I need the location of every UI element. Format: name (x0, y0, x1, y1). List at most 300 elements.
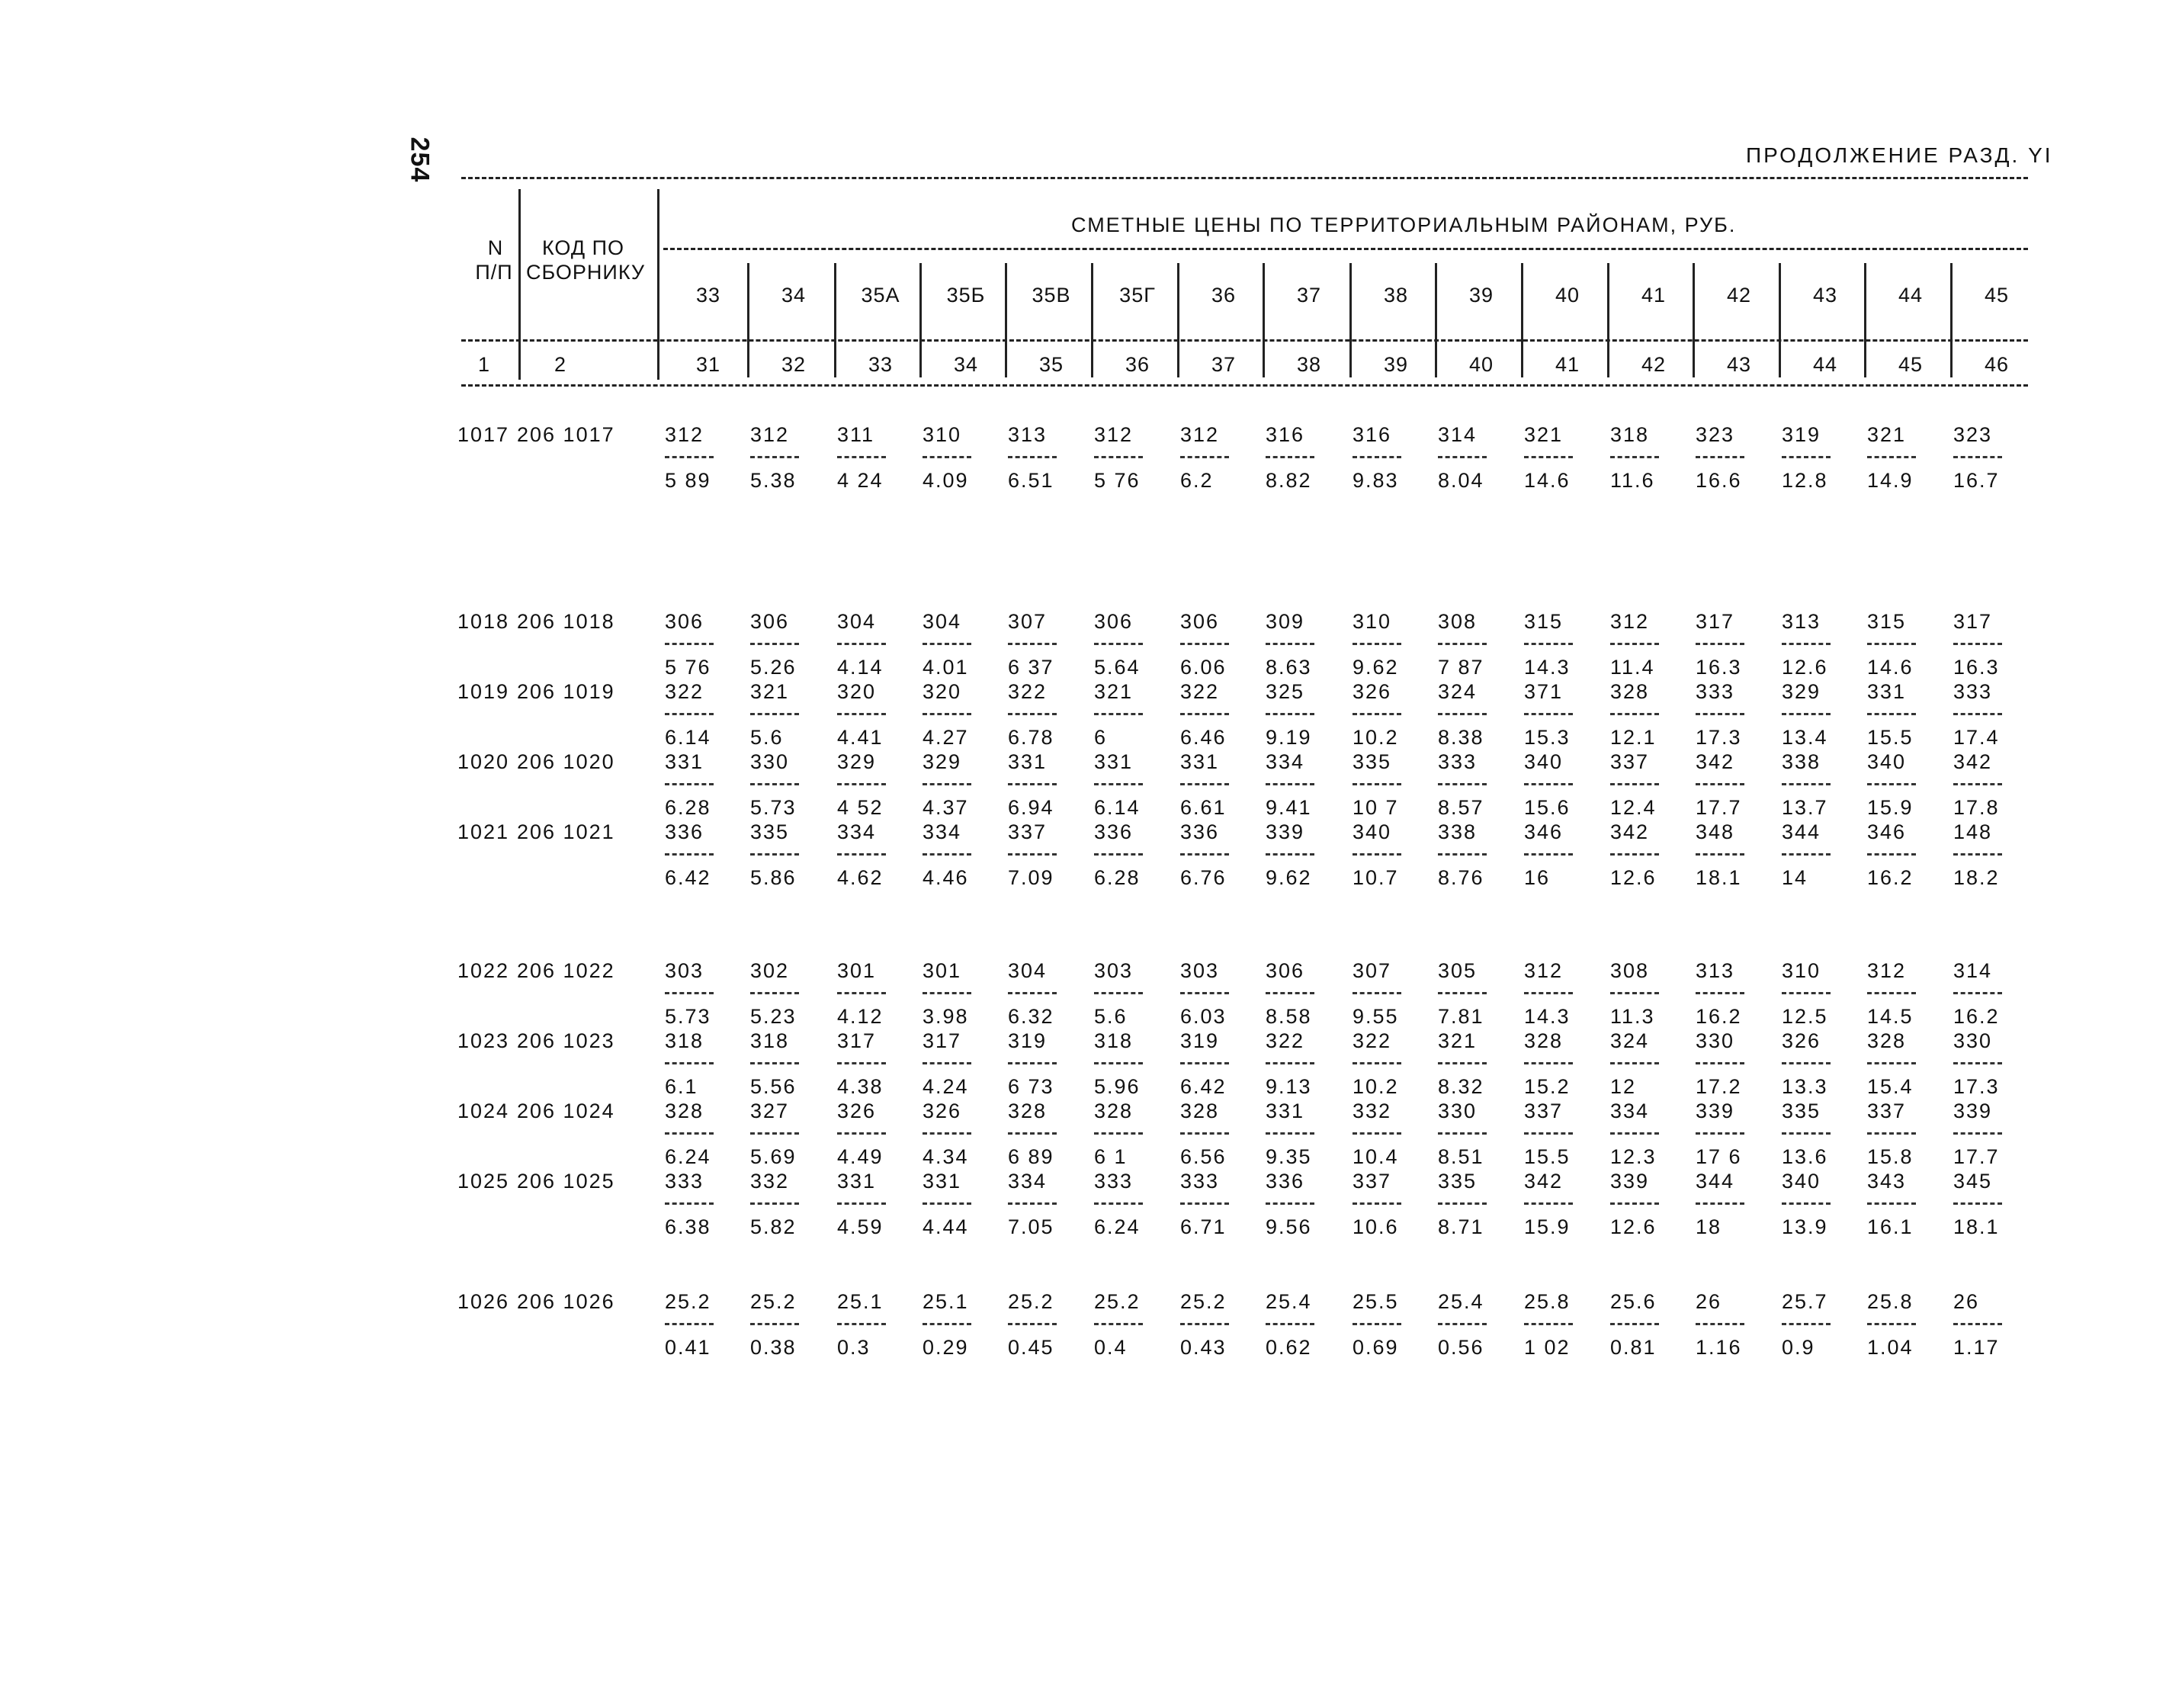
price-value: 323 (1953, 423, 1993, 446)
row-code: 206 1020 (517, 750, 615, 773)
fraction-bar (1180, 783, 1229, 785)
price-value: 331 (923, 1170, 962, 1193)
column-number: 43 (1726, 353, 1752, 376)
region-label: 35Г (1119, 284, 1156, 307)
labor-value: 3.98 (923, 1005, 969, 1028)
labor-value: 14.6 (1524, 469, 1571, 492)
fraction-bar (1782, 853, 1831, 856)
price-value: 331 (1867, 680, 1907, 703)
labor-value: 15.9 (1867, 796, 1914, 819)
fraction-bar (1782, 1323, 1831, 1325)
fraction-bar (1953, 783, 2002, 785)
fraction-bar (1094, 643, 1143, 645)
fraction-bar (1266, 1132, 1314, 1135)
fraction-bar (1782, 1202, 1831, 1205)
fraction-bar (1524, 783, 1573, 785)
labor-value: 9.41 (1266, 796, 1312, 819)
region-label: 42 (1726, 284, 1752, 307)
price-value: 333 (665, 1170, 704, 1193)
labor-value: 6.94 (1008, 796, 1054, 819)
page-number: 254 (405, 136, 435, 183)
labor-value: 9.55 (1353, 1005, 1399, 1028)
labor-value: 4.62 (837, 866, 884, 889)
price-value: 321 (750, 680, 790, 703)
price-value: 25.4 (1438, 1290, 1484, 1313)
col-code-line1: КОД ПО (541, 236, 625, 259)
column-divider (518, 189, 521, 380)
fraction-bar (1953, 1132, 2002, 1135)
labor-value: 10.7 (1353, 866, 1399, 889)
price-value: 340 (1782, 1170, 1821, 1193)
region-label: 40 (1555, 284, 1580, 307)
labor-value: 8.57 (1438, 796, 1484, 819)
price-value: 318 (750, 1029, 790, 1052)
labor-value: 0.3 (837, 1336, 871, 1359)
fraction-bar (1008, 643, 1057, 645)
region-label: 33 (695, 284, 721, 307)
fraction-bar (750, 1132, 799, 1135)
price-value: 317 (923, 1029, 962, 1052)
labor-value: 12.1 (1610, 726, 1657, 749)
price-value: 371 (1524, 680, 1564, 703)
fraction-bar (1008, 783, 1057, 785)
price-value: 25.8 (1867, 1290, 1914, 1313)
labor-value: 12.6 (1782, 656, 1828, 679)
price-value: 326 (1782, 1029, 1821, 1052)
price-value: 301 (837, 959, 877, 982)
price-value: 306 (750, 610, 790, 633)
fraction-bar (1008, 1323, 1057, 1325)
row-number: 1021 (457, 820, 510, 843)
fraction-bar (1524, 853, 1573, 856)
price-value: 25.4 (1266, 1290, 1312, 1313)
price-value: 326 (1353, 680, 1392, 703)
labor-value: 16.2 (1696, 1005, 1742, 1028)
fraction-bar (1953, 713, 2002, 715)
labor-value: 10.6 (1353, 1215, 1399, 1238)
labor-value: 14 (1782, 866, 1808, 889)
labor-value: 8.76 (1438, 866, 1484, 889)
price-value: 312 (1524, 959, 1564, 982)
price-value: 322 (1008, 680, 1048, 703)
labor-value: 6.78 (1008, 726, 1054, 749)
price-value: 303 (1180, 959, 1220, 982)
price-value: 312 (750, 423, 790, 446)
fraction-bar (1438, 992, 1487, 994)
labor-value: 6.56 (1180, 1145, 1227, 1168)
labor-value: 5.6 (750, 726, 784, 749)
price-value: 308 (1610, 959, 1650, 982)
price-value: 330 (750, 750, 790, 773)
fraction-bar (1438, 783, 1487, 785)
fraction-bar (1867, 1202, 1916, 1205)
labor-value: 14.3 (1524, 1005, 1571, 1028)
price-value: 332 (750, 1170, 790, 1193)
fraction-bar (1610, 1062, 1659, 1064)
price-value: 342 (1610, 820, 1650, 843)
fraction-bar (1094, 1062, 1143, 1064)
labor-value: 5.38 (750, 469, 797, 492)
price-value: 316 (1353, 423, 1392, 446)
fraction-bar (665, 1202, 714, 1205)
fraction-bar (1867, 853, 1916, 856)
price-value: 304 (837, 610, 877, 633)
price-value: 333 (1438, 750, 1478, 773)
column-divider (657, 189, 659, 380)
fraction-bar (1953, 992, 2002, 994)
column-number: 38 (1296, 353, 1322, 376)
labor-value: 13.6 (1782, 1145, 1828, 1168)
price-value: 337 (1524, 1100, 1564, 1122)
price-value: 25.2 (1180, 1290, 1227, 1313)
labor-value: 4.14 (837, 656, 884, 679)
fraction-bar (1353, 1323, 1401, 1325)
price-value: 337 (1610, 750, 1650, 773)
labor-value: 6.06 (1180, 656, 1227, 679)
fraction-bar (1696, 1202, 1744, 1205)
labor-value: 16.2 (1867, 866, 1914, 889)
labor-value: 0.43 (1180, 1336, 1227, 1359)
fraction-bar (1180, 992, 1229, 994)
section-title: ПРОДОЛЖЕНИЕ РАЗД. YI (1746, 143, 2053, 167)
fraction-bar (1953, 456, 2002, 458)
fraction-bar (1782, 456, 1831, 458)
labor-value: 6.14 (1094, 796, 1141, 819)
price-value: 25.2 (1008, 1290, 1054, 1313)
price-value: 340 (1867, 750, 1907, 773)
price-value: 304 (1008, 959, 1048, 982)
fraction-bar (1696, 1323, 1744, 1325)
price-value: 342 (1524, 1170, 1564, 1193)
row-code: 206 1023 (517, 1029, 615, 1052)
price-value: 25.1 (837, 1290, 884, 1313)
fraction-bar (1696, 643, 1744, 645)
labor-value: 17.4 (1953, 726, 2000, 749)
price-value: 310 (1353, 610, 1392, 633)
labor-value: 6.03 (1180, 1005, 1227, 1028)
price-value: 324 (1438, 680, 1478, 703)
labor-value: 13.9 (1782, 1215, 1828, 1238)
labor-value: 15.5 (1867, 726, 1914, 749)
price-value: 336 (1266, 1170, 1305, 1193)
fraction-bar (1266, 992, 1314, 994)
labor-value: 0.4 (1094, 1336, 1128, 1359)
fraction-bar (1782, 713, 1831, 715)
labor-value: 6.46 (1180, 726, 1227, 749)
labor-value: 16.1 (1867, 1215, 1914, 1238)
fraction-bar (1524, 1062, 1573, 1064)
fraction-bar (1867, 1132, 1916, 1135)
price-value: 337 (1008, 820, 1048, 843)
labor-value: 4.09 (923, 469, 969, 492)
labor-value: 8.04 (1438, 469, 1484, 492)
fraction-bar (1867, 1062, 1916, 1064)
price-value: 328 (1524, 1029, 1564, 1052)
price-value: 332 (1353, 1100, 1392, 1122)
fraction-bar (1438, 853, 1487, 856)
price-value: 313 (1782, 610, 1821, 633)
price-value: 322 (1266, 1029, 1305, 1052)
fraction-bar (665, 992, 714, 994)
price-value: 25.2 (665, 1290, 711, 1313)
fraction-bar (750, 1062, 799, 1064)
fraction-bar (665, 456, 714, 458)
labor-value: 12.6 (1610, 866, 1657, 889)
column-number: 42 (1641, 353, 1667, 376)
labor-value: 8.82 (1266, 469, 1312, 492)
column-number: 44 (1812, 353, 1838, 376)
fraction-bar (665, 1062, 714, 1064)
row-number: 1024 (457, 1100, 510, 1122)
price-value: 331 (1180, 750, 1220, 773)
labor-value: 10.4 (1353, 1145, 1399, 1168)
fraction-bar (1696, 783, 1744, 785)
labor-value: 4.41 (837, 726, 884, 749)
price-value: 25.5 (1353, 1290, 1399, 1313)
labor-value: 6.1 (665, 1075, 698, 1098)
labor-value: 6.28 (1094, 866, 1141, 889)
fraction-bar (1353, 713, 1401, 715)
row-number: 1026 (457, 1290, 510, 1313)
price-value: 303 (1094, 959, 1134, 982)
labor-value: 0.56 (1438, 1336, 1484, 1359)
labor-value: 9.13 (1266, 1075, 1312, 1098)
fraction-bar (1353, 1202, 1401, 1205)
region-label: 35В (1032, 284, 1071, 307)
column-divider (1263, 263, 1265, 377)
fraction-bar (1610, 456, 1659, 458)
price-value: 321 (1438, 1029, 1478, 1052)
labor-value: 16.2 (1953, 1005, 2000, 1028)
fraction-bar (750, 713, 799, 715)
price-value: 322 (1353, 1029, 1392, 1052)
labor-value: 11.6 (1610, 469, 1655, 492)
column-divider (1521, 263, 1523, 377)
fraction-bar (1696, 713, 1744, 715)
fraction-bar (750, 1202, 799, 1205)
fraction-bar (1696, 1132, 1744, 1135)
fraction-bar (1782, 783, 1831, 785)
labor-value: 18 (1696, 1215, 1722, 1238)
labor-value: 6.38 (665, 1215, 711, 1238)
fraction-bar (1524, 1323, 1573, 1325)
fraction-bar (1266, 1062, 1314, 1064)
labor-value: 15.6 (1524, 796, 1571, 819)
fraction-bar (1782, 1132, 1831, 1135)
fraction-bar (1180, 1132, 1229, 1135)
price-value: 342 (1696, 750, 1735, 773)
price-value: 330 (1696, 1029, 1735, 1052)
labor-value: 9.62 (1353, 656, 1399, 679)
price-value: 317 (1696, 610, 1735, 633)
region-label: 36 (1211, 284, 1237, 307)
fraction-bar (1867, 1323, 1916, 1325)
labor-value: 8.51 (1438, 1145, 1484, 1168)
labor-value: 17.7 (1953, 1145, 2000, 1168)
labor-value: 14.5 (1867, 1005, 1914, 1028)
fraction-bar (1266, 643, 1314, 645)
column-number: 35 (1038, 353, 1064, 376)
labor-value: 7.05 (1008, 1215, 1054, 1238)
fraction-bar (1094, 713, 1143, 715)
labor-value: 12.8 (1782, 469, 1828, 492)
fraction-bar (1782, 1062, 1831, 1064)
labor-value: 4.24 (923, 1075, 969, 1098)
fraction-bar (1008, 713, 1057, 715)
price-value: 331 (1008, 750, 1048, 773)
price-value: 321 (1867, 423, 1907, 446)
labor-value: 1.16 (1696, 1336, 1742, 1359)
price-value: 320 (837, 680, 877, 703)
labor-value: 16.6 (1696, 469, 1742, 492)
fraction-bar (1438, 1132, 1487, 1135)
labor-value: 5.56 (750, 1075, 797, 1098)
row-code: 206 1022 (517, 959, 615, 982)
price-value: 339 (1610, 1170, 1650, 1193)
fraction-bar (923, 853, 971, 856)
price-value: 25.7 (1782, 1290, 1828, 1313)
fraction-bar (1094, 853, 1143, 856)
price-value: 315 (1867, 610, 1907, 633)
fraction-bar (1953, 1062, 2002, 1064)
price-value: 319 (1008, 1029, 1048, 1052)
labor-value: 4.37 (923, 796, 969, 819)
fraction-bar (1094, 783, 1143, 785)
fraction-bar (1953, 1202, 2002, 1205)
column-divider (1091, 263, 1093, 377)
fraction-bar (1180, 1202, 1229, 1205)
row-number: 1023 (457, 1029, 510, 1052)
labor-value: 9.83 (1353, 469, 1399, 492)
price-value: 304 (923, 610, 962, 633)
labor-value: 15.2 (1524, 1075, 1571, 1098)
price-value: 326 (837, 1100, 877, 1122)
fraction-bar (1610, 1202, 1659, 1205)
labor-value: 1.04 (1867, 1336, 1914, 1359)
fraction-bar (1094, 456, 1143, 458)
row-code: 206 1021 (517, 820, 615, 843)
labor-value: 1 02 (1524, 1336, 1571, 1359)
fraction-bar (1524, 643, 1573, 645)
price-value: 307 (1353, 959, 1392, 982)
header-bottom-rule (461, 384, 2028, 387)
price-value: 333 (1094, 1170, 1134, 1193)
price-value: 339 (1266, 820, 1305, 843)
price-value: 334 (1008, 1170, 1048, 1193)
fraction-bar (1610, 1323, 1659, 1325)
labor-value: 4.12 (837, 1005, 884, 1028)
labor-value: 7.09 (1008, 866, 1054, 889)
fraction-bar (1008, 1062, 1057, 1064)
labor-value: 0.41 (665, 1336, 711, 1359)
region-label: 41 (1641, 284, 1667, 307)
labor-value: 8.38 (1438, 726, 1484, 749)
column-number: 45 (1898, 353, 1924, 376)
fraction-bar (1353, 643, 1401, 645)
col-n-line2: П/П (475, 261, 513, 284)
labor-value: 6 37 (1008, 656, 1054, 679)
labor-value: 4.46 (923, 866, 969, 889)
price-value: 315 (1524, 610, 1564, 633)
price-value: 334 (1610, 1100, 1650, 1122)
price-value: 307 (1008, 610, 1048, 633)
fraction-bar (1524, 1132, 1573, 1135)
fraction-bar (1094, 1132, 1143, 1135)
fraction-bar (1524, 992, 1573, 994)
price-value: 321 (1524, 423, 1564, 446)
column-number: 32 (781, 353, 807, 376)
labor-value: 5.23 (750, 1005, 797, 1028)
labor-value: 4.27 (923, 726, 969, 749)
price-value: 331 (1266, 1100, 1305, 1122)
price-value: 342 (1953, 750, 1993, 773)
fraction-bar (1696, 992, 1744, 994)
labor-value: 0.9 (1782, 1336, 1815, 1359)
labor-value: 6.28 (665, 796, 711, 819)
price-value: 336 (1180, 820, 1220, 843)
fraction-bar (1696, 1062, 1744, 1064)
fraction-bar (1353, 456, 1401, 458)
labor-value: 17.3 (1696, 726, 1742, 749)
fraction-bar (1953, 643, 2002, 645)
column-divider (919, 263, 922, 377)
price-value: 313 (1008, 423, 1048, 446)
labor-value: 14.3 (1524, 656, 1571, 679)
labor-value: 5.73 (750, 796, 797, 819)
labor-value: 13.7 (1782, 796, 1828, 819)
labor-value: 5.73 (665, 1005, 711, 1028)
column-number: 46 (1984, 353, 2010, 376)
price-value: 318 (1610, 423, 1650, 446)
price-value: 328 (665, 1100, 704, 1122)
labor-value: 8.58 (1266, 1005, 1312, 1028)
labor-value: 16.7 (1953, 469, 2000, 492)
price-value: 25.6 (1610, 1290, 1657, 1313)
column-divider (1607, 263, 1609, 377)
fraction-bar (837, 1323, 886, 1325)
fraction-bar (837, 783, 886, 785)
labor-value: 4 52 (837, 796, 884, 819)
labor-value: 5.69 (750, 1145, 797, 1168)
labor-value: 12.6 (1610, 1215, 1657, 1238)
price-value: 318 (665, 1029, 704, 1052)
labor-value: 6.2 (1180, 469, 1214, 492)
price-value: 311 (837, 423, 875, 446)
price-value: 312 (1610, 610, 1650, 633)
fraction-bar (1008, 1132, 1057, 1135)
fraction-bar (1782, 643, 1831, 645)
price-value: 343 (1867, 1170, 1907, 1193)
price-value: 329 (837, 750, 877, 773)
price-value: 335 (1353, 750, 1392, 773)
fraction-bar (1266, 1202, 1314, 1205)
price-value: 322 (1180, 680, 1220, 703)
labor-value: 6.24 (665, 1145, 711, 1168)
price-value: 306 (1266, 959, 1305, 982)
price-value: 333 (1180, 1170, 1220, 1193)
labor-value: 6.42 (665, 866, 711, 889)
labor-value: 6.14 (665, 726, 711, 749)
price-value: 312 (1867, 959, 1907, 982)
column-divider (1349, 263, 1352, 377)
fraction-bar (837, 853, 886, 856)
labor-value: 5.26 (750, 656, 797, 679)
price-value: 340 (1353, 820, 1392, 843)
labor-value: 18.2 (1953, 866, 2000, 889)
price-value: 328 (1867, 1029, 1907, 1052)
row-code: 206 1024 (517, 1100, 615, 1122)
price-value: 335 (1438, 1170, 1478, 1193)
